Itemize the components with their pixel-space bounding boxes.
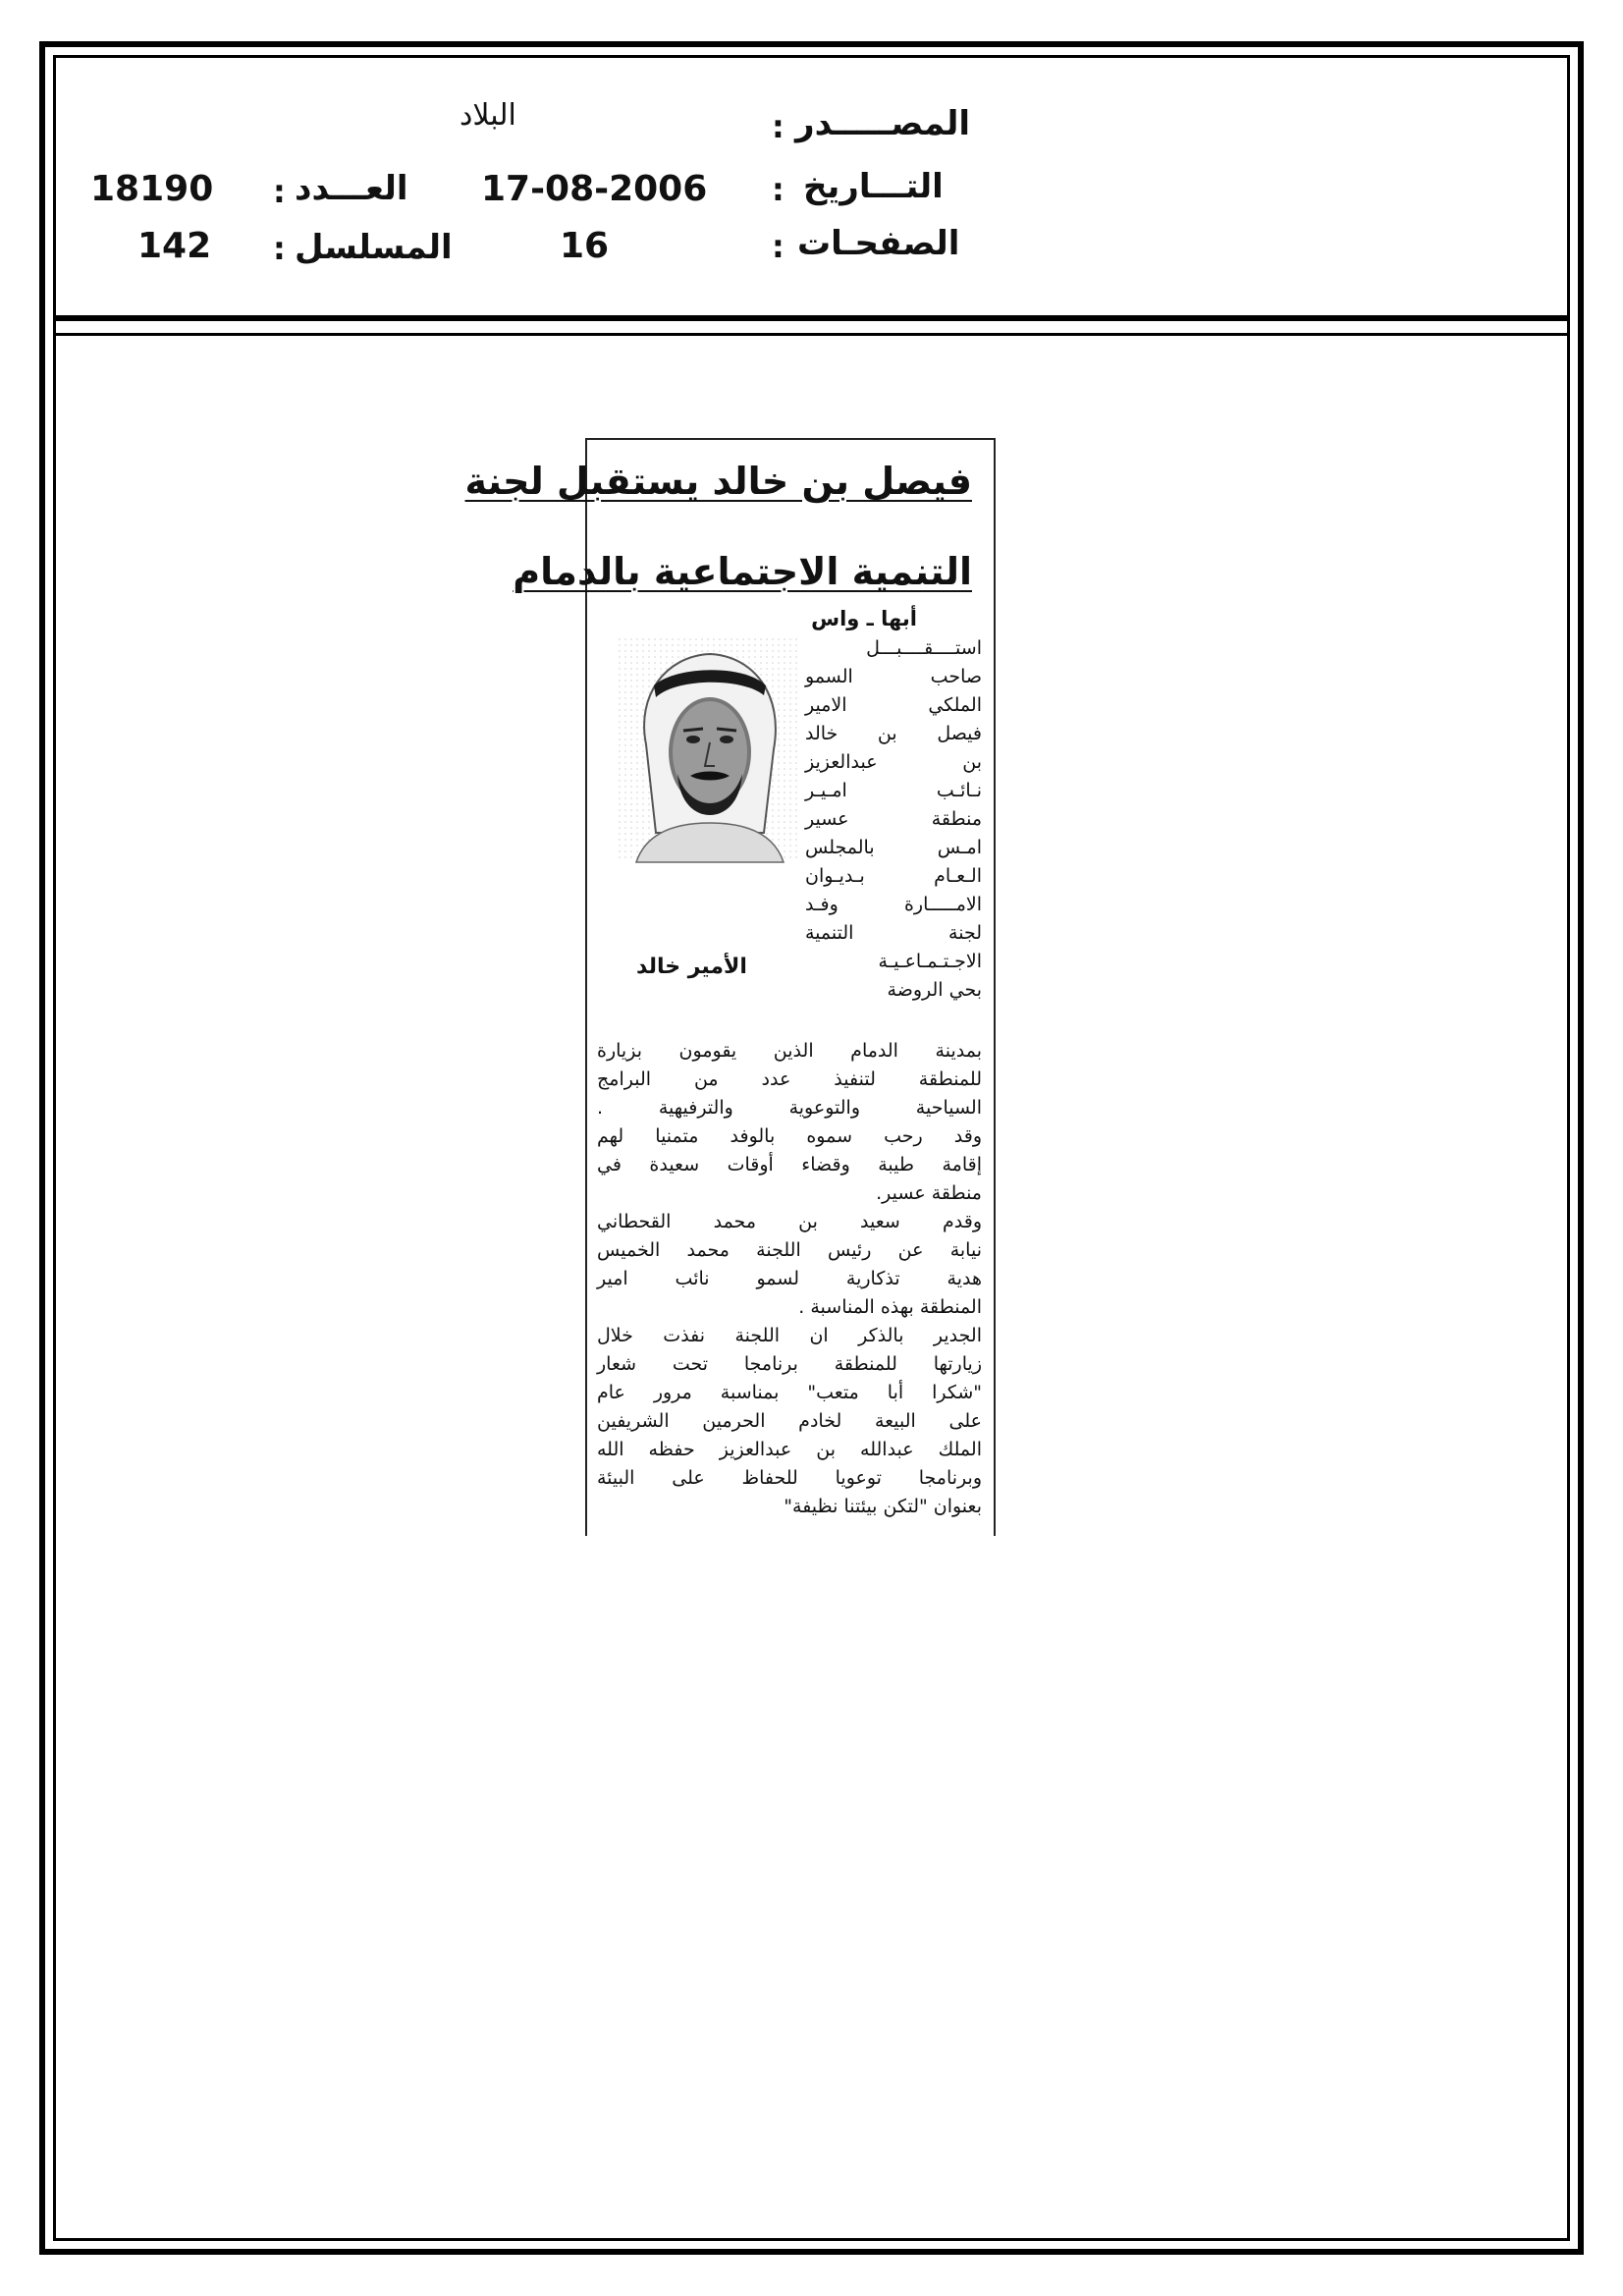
photo-caption: الأمير خالد <box>636 955 747 979</box>
article-line: نـائـب امـيـر <box>805 780 982 801</box>
article-line: الاجـتـمـاعـيـة <box>878 951 982 972</box>
article-line: بن عبدالعزيز <box>805 751 982 773</box>
issue-colon: : <box>273 173 286 210</box>
article-line: لجنة التنمية <box>805 922 982 944</box>
article-line: زيارتها للمنطقة برنامجا تحت شعار <box>597 1353 982 1375</box>
issue-value: 18190 <box>90 169 214 209</box>
article-line: المنطقة بهذه المناسبة . <box>798 1296 982 1318</box>
article-line: على البيعة لخادم الحرمين الشريفين <box>597 1410 982 1432</box>
article-line: وقدم سعيد بن محمد القحطاني <box>597 1211 982 1232</box>
article-line: بمدينة الدمام الذين يقومون بزيارة <box>597 1040 982 1062</box>
article-line: منطقة عسير. <box>876 1182 982 1204</box>
serial-colon: : <box>273 230 286 267</box>
article-line: الامـــــارة وفـد <box>805 894 982 915</box>
article-narrow-column <box>805 634 982 1005</box>
article-line: الـعـام بـديـوان <box>805 865 982 887</box>
pages-label: الصفحـات <box>797 224 960 263</box>
date-label: التـــاريخ <box>803 167 944 206</box>
article-line: وبرنامجا توعويا للحفاظ على البيئة <box>597 1467 982 1489</box>
article-line: "شكرا أبا متعب" بمناسبة مرور عام <box>597 1382 982 1403</box>
serial-value: 142 <box>137 226 212 266</box>
article-line: فيصل بن خالد <box>805 723 982 744</box>
header-divider-thick <box>53 315 1570 321</box>
article-line: استــــقــــبـــل <box>866 637 982 659</box>
source-label: المصـــــدر <box>795 104 971 143</box>
article-line: امـس بالمجلس <box>805 837 982 858</box>
article-line: بعنوان "لتكن بيئتنا نظيفة" <box>784 1496 982 1517</box>
serial-label: المسلسل <box>295 228 453 267</box>
date-value: 17-08-2006 <box>481 169 708 209</box>
article-line: هدية تذكارية لسمو نائب امير <box>597 1268 982 1289</box>
source-colon: : <box>772 108 784 145</box>
article-wide-column <box>597 1037 982 1521</box>
date-colon: : <box>772 171 784 208</box>
article-line: الملك عبدالله بن عبدالعزيز حفظه الله <box>597 1439 982 1460</box>
article-line: وقد رحب سموه بالوفد متمنيا لهم <box>597 1125 982 1147</box>
headline-line-2: التنمية الاجتماعية بالدمام <box>513 550 972 593</box>
article-line: منطقة عسير <box>805 808 982 830</box>
issue-label: العـــدد <box>295 169 408 208</box>
byline: أبها ـ واس <box>811 607 917 630</box>
portrait-photo-icon <box>617 636 799 862</box>
article-line: صاحب السمو <box>805 666 982 687</box>
article-line: الملكي الامير <box>805 694 982 716</box>
headline-line-1: فيصل بن خالد يستقبل لجنة <box>464 460 972 503</box>
article-line: بحي الروضة <box>887 979 982 1001</box>
header-divider-thin <box>53 333 1570 336</box>
source-value: البلاد <box>460 98 516 133</box>
article-line: الجدير بالذكر ان اللجنة نفذت خلال <box>597 1325 982 1346</box>
article-line: إقامة طيبة وقضاء أوقات سعيدة في <box>597 1154 982 1175</box>
pages-value: 16 <box>560 226 610 266</box>
article-line: للمنطقة لتنفيذ عدد من البرامج <box>597 1068 982 1090</box>
pages-colon: : <box>772 228 784 265</box>
newspaper-clipping <box>464 438 996 1536</box>
article-line: نيابة عن رئيس اللجنة محمد الخميس <box>597 1239 982 1261</box>
article-line: السياحية والتوعوية والترفيهية . <box>597 1097 982 1119</box>
